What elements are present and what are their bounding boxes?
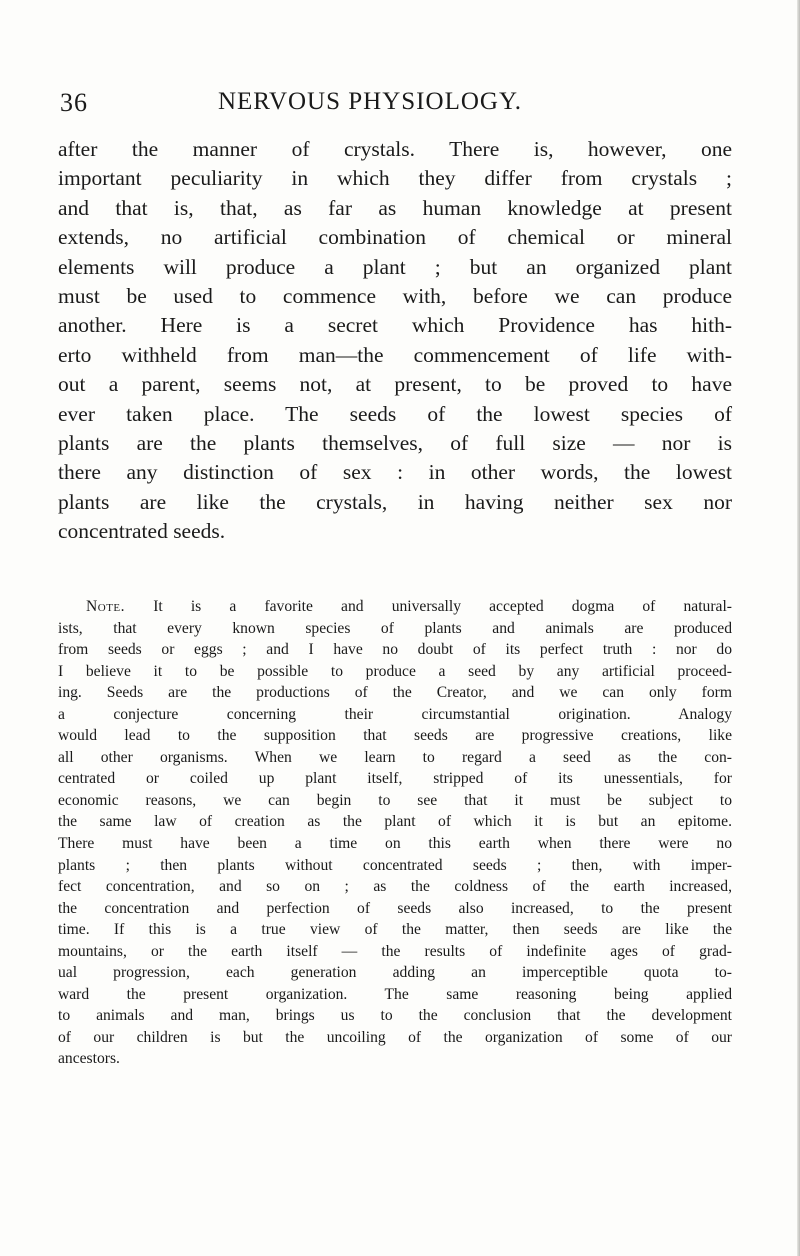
body-line: important peculiarity in which they differ from crystals ; xyxy=(58,166,732,191)
body-line: concentrated seeds. xyxy=(58,519,226,544)
note-line: would lead to the supposition that seeds are progressive creations, like xyxy=(58,727,732,745)
note-line: ual progression, each generation adding an imperceptible quota to- xyxy=(58,964,732,982)
body-line: and that is, that, as far as human knowledge at present xyxy=(58,195,732,220)
note-line: all other organisms. When we learn to regard a seed as the con- xyxy=(58,748,732,766)
note-line: economic reasons, we can begin to see that it must be subject to xyxy=(58,791,732,809)
note-line: ists, that every known species of plants and animals are produced xyxy=(58,619,732,637)
note-line: of our children is but the uncoiling of the organization of some of our xyxy=(58,1028,732,1046)
body-line: elements will produce a plant ; but an organized plant xyxy=(58,254,732,279)
body-line: after the manner of crystals. There is, however, one xyxy=(58,137,732,161)
footnote xyxy=(58,596,732,1070)
note-first-line-text: It is a favorite and universally accepted dogma of natural- xyxy=(153,598,732,615)
note-line: ancestors. xyxy=(58,1050,120,1068)
body-line: extends, no artificial combination of chemical or mineral xyxy=(58,225,732,250)
body-line: must be used to commence with, before we can produce xyxy=(58,284,732,309)
note-line: plants ; then plants without concentrated seeds ; then, with imper- xyxy=(58,856,732,874)
note-line: fect concentration, and so on ; as the coldness of the earth increased, xyxy=(58,878,732,896)
body-line: plants are like the crystals, in having neither sex nor xyxy=(58,489,732,514)
body-line: another. Here is a secret which Providence has hith- xyxy=(58,313,732,338)
body-line: out a parent, seems not, at present, to be proved to have xyxy=(58,372,732,397)
note-line: time. If this is a true view of the matter, then seeds are like the xyxy=(58,921,732,939)
note-line: from seeds or eggs ; and I have no doubt of its perfect truth : nor do xyxy=(58,641,732,659)
note-line: There must have been a time on this earth when there were no xyxy=(58,835,732,853)
note-label: Note. xyxy=(86,598,126,615)
body-line: erto withheld from man—the commencement of life with- xyxy=(58,342,732,367)
body-line: there any distinction of sex : in other words, the lowest xyxy=(58,460,732,485)
note-line: mountains, or the earth itself — the results of indefinite ages of grad- xyxy=(58,942,732,960)
note-line: a conjecture concerning their circumstantial origination. Analogy xyxy=(58,705,732,723)
note-line: to animals and man, brings us to the conclusion that the development xyxy=(58,1007,732,1025)
running-title: NERVOUS PHYSIOLOGY. xyxy=(217,88,523,115)
note-line: the same law of creation as the plant of which it is but an epitome. xyxy=(58,813,732,831)
body-line: plants are the plants themselves, of full size — nor is xyxy=(58,431,732,456)
note-line: centrated or coiled up plant itself, stripped of its unessentials, for xyxy=(58,770,732,788)
body-line: ever taken place. The seeds of the lowest species of xyxy=(58,401,732,426)
body-paragraph xyxy=(58,135,732,547)
note-line: the concentration and perfection of seeds also increased, to the present xyxy=(58,899,732,917)
note-line: ward the present organization. The same reasoning being applied xyxy=(58,985,732,1003)
page-number: 36 xyxy=(60,88,88,117)
note-line: ing. Seeds are the productions of the Creator, and we can only form xyxy=(58,684,732,702)
note-line: I believe it to be possible to produce a seed by any artificial proceed- xyxy=(58,662,732,680)
note-line xyxy=(58,596,732,618)
